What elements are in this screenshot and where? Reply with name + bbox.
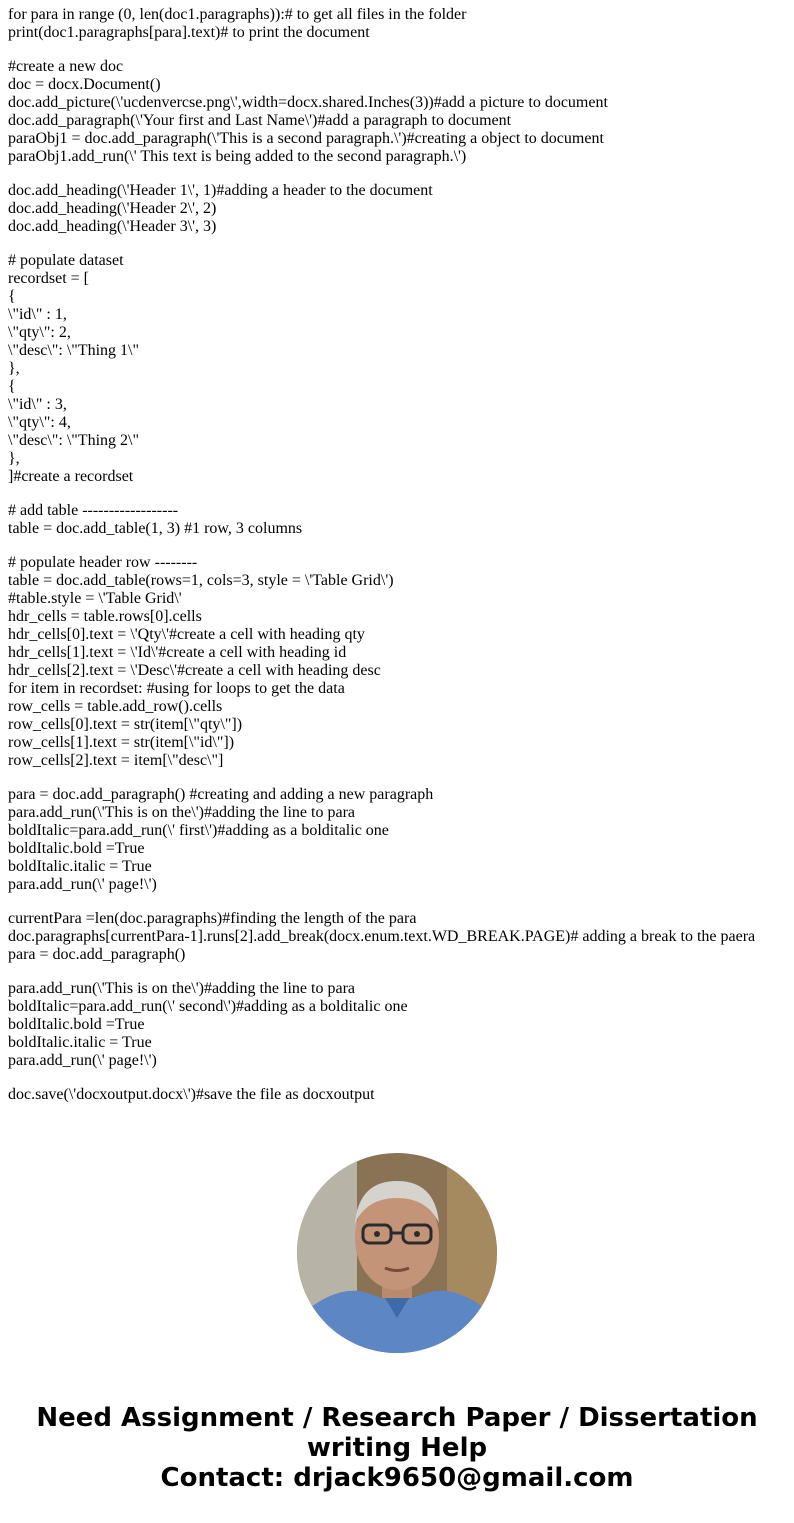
code-line: for para in range (0, len(doc1.paragraphs)):# to get all files in the folder: [8, 6, 467, 23]
code-line: hdr_cells[2].text = \'Desc\'#create a cell with heading desc: [8, 662, 381, 679]
code-line: hdr_cells[1].text = \'Id\'#create a cell with heading id: [8, 644, 347, 661]
code-line: \"id\" : 1,: [8, 306, 67, 323]
code-line: row_cells = table.add_row().cells: [8, 698, 223, 715]
code-line: boldItalic=para.add_run(\' first\')#adding as a bolditalic one: [8, 822, 389, 839]
code-line: },: [8, 360, 20, 377]
code-line: },: [8, 450, 20, 467]
code-line: # add table ------------------: [8, 502, 179, 519]
code-line: doc.save(\'docxoutput.docx\')#save the file as docxoutput: [8, 1086, 375, 1103]
code-line: {: [8, 378, 16, 395]
code-line: paraObj1 = doc.add_paragraph(\'This is a second paragraph.\')#creating a object to document: [8, 130, 604, 147]
code-line: table = doc.add_table(rows=1, cols=3, style = \'Table Grid\'): [8, 572, 394, 589]
banner-line-2: writing Help: [306, 1433, 488, 1463]
code-paragraph: [8, 6, 788, 42]
code-paragraph: [8, 554, 788, 770]
code-line: doc.add_heading(\'Header 1\', 1)#adding a header to the document: [8, 182, 433, 199]
code-paragraph: [8, 980, 788, 1070]
code-line: para.add_run(\' page!\'): [8, 876, 157, 893]
code-line: currentPara =len(doc.paragraphs)#finding the length of the para: [8, 910, 417, 927]
code-line: boldItalic.italic = True: [8, 1034, 152, 1051]
code-line: hdr_cells[0].text = \'Qty\'#create a cell with heading qty: [8, 626, 365, 643]
contact-banner: [0, 1403, 794, 1493]
code-line: recordset = [: [8, 270, 89, 287]
code-line: para.add_run(\' page!\'): [8, 1052, 157, 1069]
banner-line-1: Need Assignment / Research Paper / Dissertation: [36, 1403, 758, 1433]
code-paragraph: [8, 252, 788, 486]
author-avatar: [297, 1153, 497, 1353]
code-line: paraObj1.add_run(\' This text is being added to the second paragraph.\'): [8, 148, 467, 165]
code-line: table = doc.add_table(1, 3) #1 row, 3 columns: [8, 520, 303, 537]
code-line: boldItalic.italic = True: [8, 858, 152, 875]
code-line: doc.paragraphs[currentPara-1].runs[2].add_break(docx.enum.text.WD_BREAK.PAGE)# adding a break to the paera: [8, 928, 756, 945]
code-line: ]#create a recordset: [8, 468, 134, 485]
code-line: for item in recordset: #using for loops to get the data: [8, 680, 345, 697]
code-paragraph: [8, 58, 788, 166]
banner-line-3: Contact: drjack9650@gmail.com: [160, 1463, 634, 1493]
code-line: # populate dataset: [8, 252, 124, 269]
code-line: row_cells[0].text = str(item[\"qty\"]): [8, 716, 243, 733]
code-line: boldItalic.bold =True: [8, 1016, 145, 1033]
code-line: #create a new doc: [8, 58, 124, 75]
code-paragraph: [8, 1086, 788, 1104]
code-document: [8, 6, 788, 1120]
code-line: doc.add_heading(\'Header 2\', 2): [8, 200, 217, 217]
code-line: doc.add_heading(\'Header 3\', 3): [8, 218, 217, 235]
code-line: row_cells[1].text = str(item[\"id\"]): [8, 734, 235, 751]
code-line: para.add_run(\'This is on the\')#adding the line to para: [8, 804, 355, 821]
code-line: doc.add_paragraph(\'Your first and Last Name\')#add a paragraph to document: [8, 112, 512, 129]
code-line: boldItalic=para.add_run(\' second\')#adding as a bolditalic one: [8, 998, 408, 1015]
code-line: para.add_run(\'This is on the\')#adding the line to para: [8, 980, 355, 997]
code-line: \"qty\": 2,: [8, 324, 71, 341]
code-line: doc.add_picture(\'ucdenvercse.png\',width=docx.shared.Inches(3))#add a picture to document: [8, 94, 608, 111]
code-line: boldItalic.bold =True: [8, 840, 145, 857]
code-line: # populate header row --------: [8, 554, 198, 571]
code-line: para = doc.add_paragraph(): [8, 946, 186, 963]
code-line: doc = docx.Document(): [8, 76, 161, 93]
code-paragraph: [8, 910, 788, 964]
code-line: \"desc\": \"Thing 1\": [8, 342, 139, 359]
code-line: #table.style = \'Table Grid\': [8, 590, 182, 607]
code-line: para = doc.add_paragraph() #creating and adding a new paragraph: [8, 786, 434, 803]
code-line: \"qty\": 4,: [8, 414, 71, 431]
code-paragraph: [8, 502, 788, 538]
code-line: {: [8, 288, 16, 305]
author-portrait-image: [297, 1153, 497, 1353]
code-line: row_cells[2].text = item[\"desc\"]: [8, 752, 224, 769]
code-paragraph: [8, 786, 788, 894]
code-paragraph: [8, 182, 788, 236]
code-line: \"desc\": \"Thing 2\": [8, 432, 139, 449]
code-line: hdr_cells = table.rows[0].cells: [8, 608, 202, 625]
code-line: print(doc1.paragraphs[para].text)# to print the document: [8, 24, 370, 41]
code-line: \"id\" : 3,: [8, 396, 67, 413]
